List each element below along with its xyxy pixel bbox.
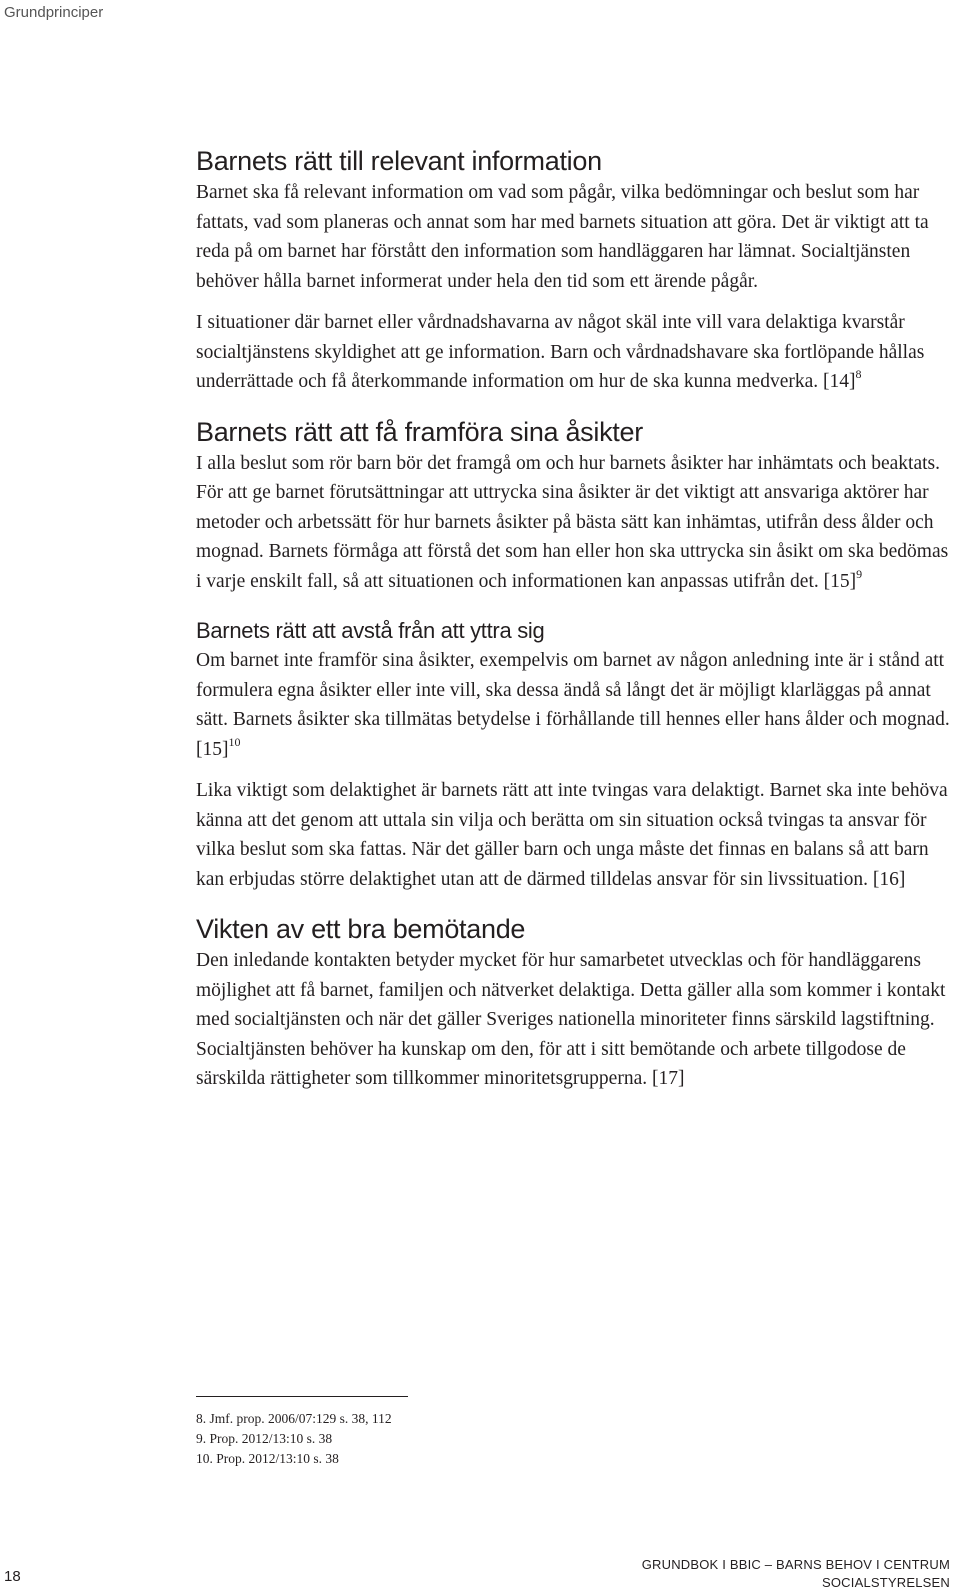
- section-heading: Barnets rätt att få framföra sina åsikter: [196, 416, 643, 447]
- body-paragraph: Lika viktigt som delaktighet är barnets rätt att inte tvingas vara delaktigt. Barnet ska inte behöva känna att det genom att uttala sin vilja och berätta om sin situation också tvingas ta ansvar för vilka beslut som ska fattas. När det gäller barn och unga måste det finnas en balans så att barn kan erbjudas större delaktighet utan att de därmed tilldelas ansvar för sin livssituation. [16]: [196, 780, 948, 890]
- body-paragraph: I situationer där barnet eller vårdnadshavarna av något skäl inte vill vara delaktiga kvarstår socialtjänstens skyldighet att ge information. Barn och vårdnadshavare ska fortlöpande hållas underrättade och få återkommande information om hur de ska kunna medverka. $[14]^8$: [196, 312, 925, 392]
- section-heading: Vikten av ett bra bemötande: [196, 914, 526, 944]
- section-information: [196, 144, 956, 397]
- footnote: 10. Prop. 2012/13:10 s. 38: [196, 1451, 339, 1466]
- section-opinions: [196, 415, 956, 597]
- book-title: GRUNDBOK I BBIC – BARNS BEHOV I CENTRUM: [641, 1557, 950, 1572]
- footnote-ref: 9: [856, 566, 863, 581]
- section-subheading: Barnets rätt att avstå från att yttra sig: [196, 618, 545, 643]
- page-number: 18: [4, 1568, 21, 1585]
- page-footer: [642, 1556, 950, 1592]
- footnote-ref: 10: [228, 734, 241, 749]
- footnote: 8. Jmf. prop. 2006/07:129 s. 38, 112: [196, 1411, 392, 1426]
- section-abstain: [196, 616, 956, 894]
- body-paragraph: Den inledande kontakten betyder mycket för hur samarbetet utvecklas och för handläggarens möjlighet att få barnet, familjen och nätverket delaktiga. Detta gäller alla som kommer i kontakt med socialtjänsten och när det gäller Sveriges nationella minoriteter finns särskild lagstiftning. Socialtjänsten behöver ha kunskap om den, för att i sitt bemötande och arbete tillgodose de särskilda rättigheter som tillkommer minoritetsgrupperna. [17]: [196, 950, 946, 1089]
- page-body: [196, 144, 956, 1094]
- body-paragraph: Barnet ska få relevant information om vad som pågår, vilka bedömningar och beslut som har fattats, vad som planeras och annat som har med barnets situation att göra. Det är viktigt att ta reda på om barnet har förstått den information som handläggaren har lämnat. Socialtjänsten behöver hålla barnet informerat under hela den tid som ett ärende pågår.: [196, 182, 929, 292]
- section-heading: Barnets rätt till relevant information: [196, 146, 602, 176]
- publisher: SOCIALSTYRELSEN: [822, 1575, 950, 1590]
- running-head: Grundprinciper: [4, 4, 104, 21]
- body-paragraph: Om barnet inte framför sina åsikter, exempelvis om barnet av någon anledning inte är i stånd att formulera egna åsikter eller inte vill, ska dessa ändå så långt det är möjligt klarläggas på annat sätt. Barnets åsikter ska tillmätas betydelse i förhållande till hennes eller hans ålder och mognad. $[15]^{10}$: [196, 650, 950, 760]
- footnote-divider: [196, 1396, 408, 1397]
- body-paragraph: I alla beslut som rör barn bör det framgå om och hur barnets åsikter har inhämtats och beaktats. För att ge barnet förutsättningar att uttrycka sina åsikter är det viktigt att ansvariga aktörer har metoder och arbetssätt för hur barnets åsikter på bästa sätt kan inhämtas, utifrån dess ålder och mognad. Barnets förmåga att förstå det som han eller hon ska uttrycka sin åsikt om ska bedömas i varje enskilt fall, så att situationen och informationen kan anpassas utifrån det. $[15]^9$: [196, 452, 949, 592]
- footnotes: [196, 1409, 392, 1469]
- footnote: 9. Prop. 2012/13:10 s. 38: [196, 1431, 333, 1446]
- footnote-ref: 8: [855, 367, 862, 381]
- section-treatment: [196, 912, 956, 1094]
